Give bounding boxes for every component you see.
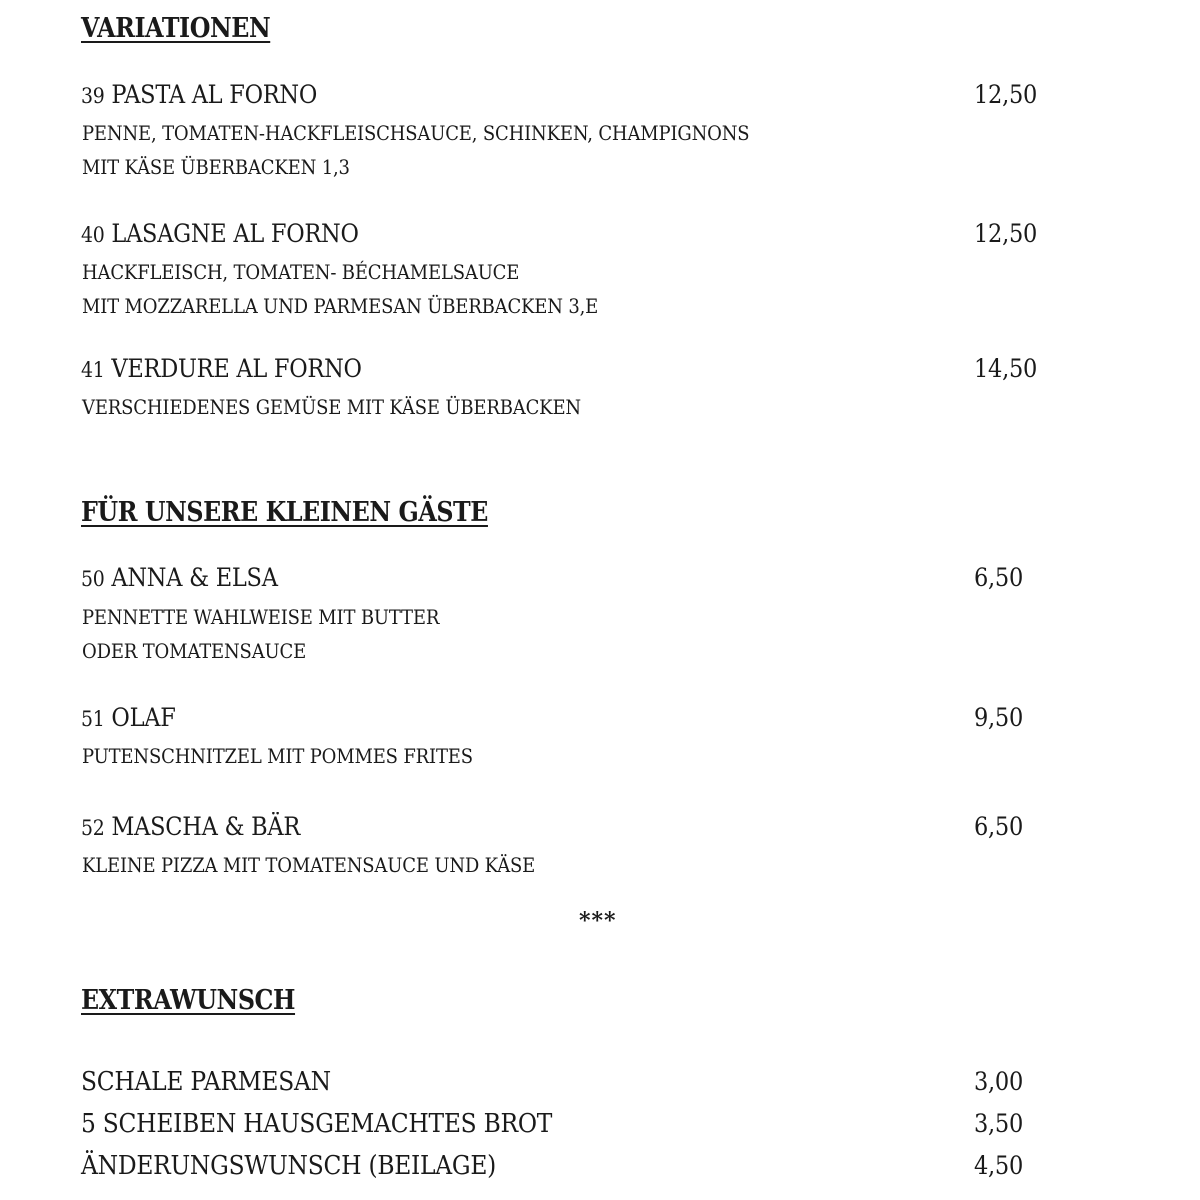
extra-item-price: 3,00 <box>974 1067 1024 1096</box>
menu-item-price: 12,50 <box>974 80 1038 109</box>
menu-item-name: 50 ANNA & ELSA <box>81 563 278 592</box>
extra-item-price: 3,50 <box>974 1109 1024 1138</box>
menu-item-name: 40 LASAGNE AL FORNO <box>81 219 359 248</box>
menu-item-description: MIT KÄSE ÜBERBACKEN 1,3 <box>82 155 350 179</box>
section-heading-variationen: VARIATIONEN <box>81 13 271 44</box>
menu-item-description: PENNE, TOMATEN-HACKFLEISCHSAUCE, SCHINKEN, CHAMPIGNONS <box>82 121 750 145</box>
menu-item-price: 14,50 <box>974 354 1038 383</box>
section-heading-extrawunsch: EXTRAWUNSCH <box>81 985 296 1016</box>
menu-item-name: 52 MASCHA & BÄR <box>81 812 301 841</box>
menu-item-name: 39 PASTA AL FORNO <box>81 80 318 109</box>
section-heading-kinder: FÜR UNSERE KLEINEN GÄSTE <box>81 497 488 528</box>
menu-item-name: 41 VERDURE AL FORNO <box>81 354 362 383</box>
menu-item-name: 51 OLAF <box>81 703 176 732</box>
menu-item-description: KLEINE PIZZA MIT TOMATENSAUCE UND KÄSE <box>82 853 536 877</box>
menu-item-description: ODER TOMATENSAUCE <box>82 639 307 663</box>
section-divider: *** <box>579 908 617 934</box>
extra-item-name: ÄNDERUNGSWUNSCH (BEILAGE) <box>81 1151 497 1181</box>
menu-item-price: 6,50 <box>974 563 1024 592</box>
menu-item-description: HACKFLEISCH, TOMATEN- BÉCHAMELSAUCE <box>82 260 520 284</box>
menu-item-price: 12,50 <box>974 219 1038 248</box>
menu-item-description: VERSCHIEDENES GEMÜSE MIT KÄSE ÜBERBACKEN <box>82 395 581 419</box>
menu-item-description: PENNETTE WAHLWEISE MIT BUTTER <box>82 605 440 629</box>
menu-item-description: PUTENSCHNITZEL MIT POMMES FRITES <box>82 744 473 768</box>
extra-item-name: SCHALE PARMESAN <box>81 1067 331 1097</box>
extra-item-name: 5 SCHEIBEN HAUSGEMACHTES BROT <box>81 1109 553 1139</box>
extra-item-price: 4,50 <box>974 1151 1024 1180</box>
menu-item-price: 9,50 <box>974 703 1024 732</box>
menu-item-price: 6,50 <box>974 812 1024 841</box>
menu-item-description: MIT MOZZARELLA UND PARMESAN ÜBERBACKEN 3,E <box>82 294 599 318</box>
